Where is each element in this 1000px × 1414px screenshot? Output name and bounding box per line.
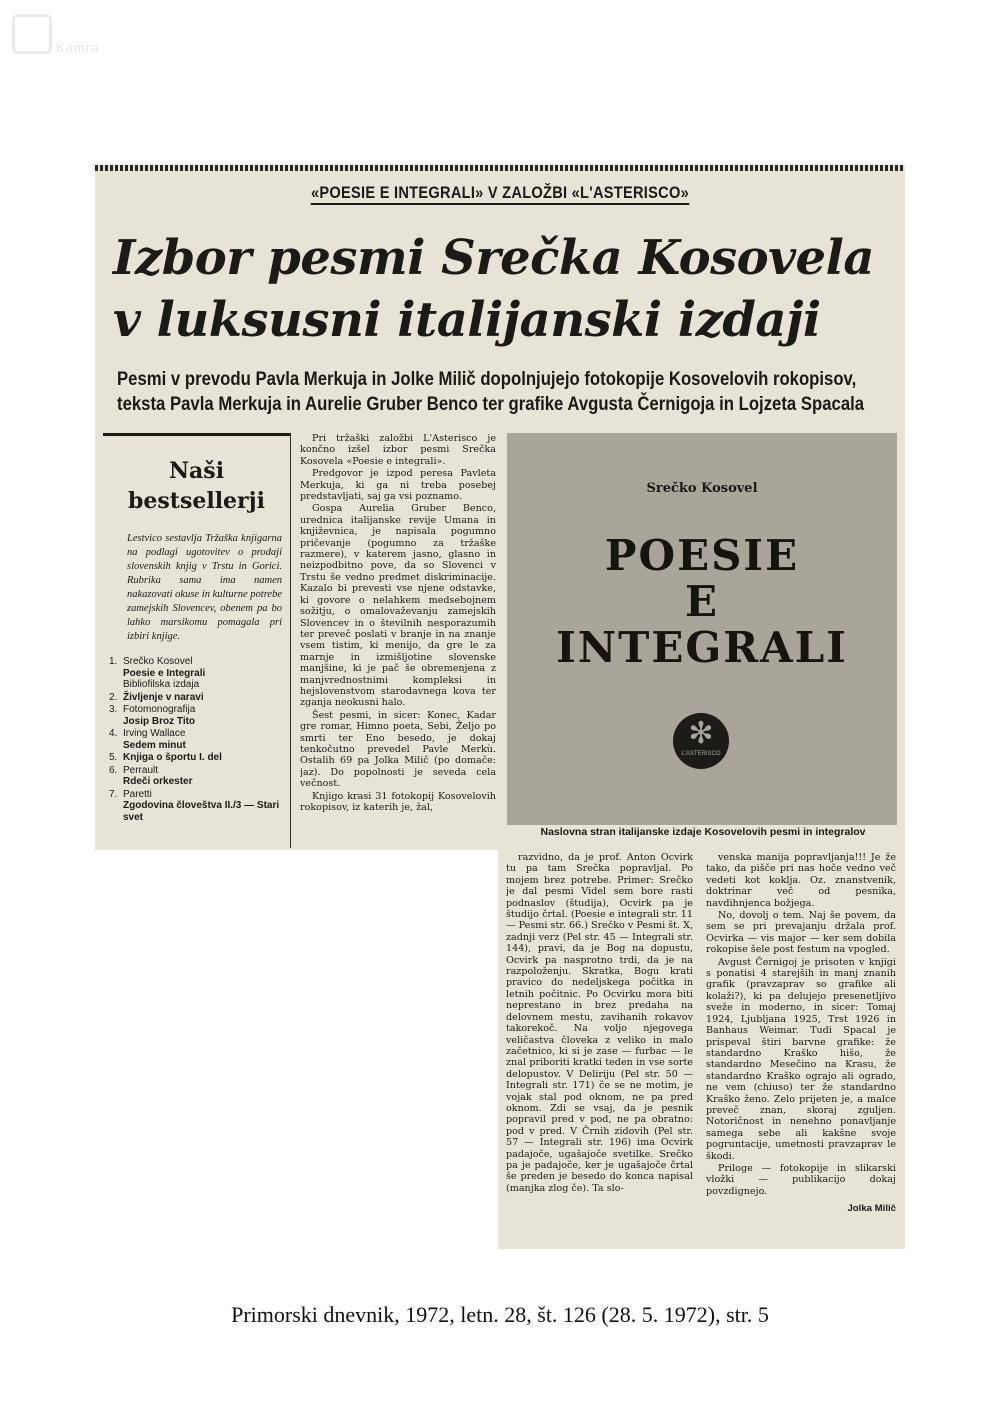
article-column-bottom-right xyxy=(706,852,896,1247)
bestseller-text xyxy=(123,692,284,704)
bestseller-title: Življenje v naravi xyxy=(123,691,204,703)
bestseller-item xyxy=(109,656,284,691)
bestseller-text xyxy=(123,704,284,727)
bestseller-title: Zgodovina človeštva II./3 — Stari svet xyxy=(123,800,280,823)
bestsellers-title-line-2: bestsellerji xyxy=(128,488,265,514)
bestseller-item xyxy=(109,692,284,704)
bestseller-item xyxy=(109,765,284,788)
bestseller-detail: Bibliofilska izdaja xyxy=(123,679,200,690)
kicker-text: «POESIE E INTEGRALI» V ZALOŽBI «L'ASTERISCO» xyxy=(311,183,689,205)
bestseller-title: Knjiga o športu I. del xyxy=(123,752,222,763)
bestseller-rank: 2. xyxy=(109,691,118,703)
article-kicker xyxy=(152,183,849,203)
article-paragraph: Predgovor je izpod peresa Pavleta Merkuja, ki ga ni treba posebej predstavljati, saj ga vsi poznamo. xyxy=(300,468,496,503)
bestseller-text xyxy=(123,752,284,764)
logo-box-icon xyxy=(12,14,52,54)
bestsellers-intro: Lestvico sestavlja Tržaška knjigarna na podlagi ugotovitev o prodaji slovenskih knjig v Trstu in Gorici. Rubrika sama ima namen nakazovati okuse in kulturne potrebe zamejskih Slovencev, obenem pa bo lahko marsikomu pomagala pri izbiri knjige. xyxy=(127,533,282,642)
article-paragraph: Gospa Aurelia Gruber Benco, urednica italijanske revije Umana in književnica, je napisala pogumno pričevanje (pogumno za tržaške razmere), v katerem jasno, glasno in neizpodbitno pove, da so Slovenci v Trstu še vedno predmet diskriminacije. Kazalo bi prevesti vse njene odstavke, ki govore o nelahkem medsebojnem sožitju, o omalovaževanju zamejskih Slovencev in o številnih nesporazumih ter preveč poslati v branje in na znanje vsem tistim, ki menijo, da gre le za marnje in izmišljotine slovenske manjšine, ki je pač še obremenjena z manjvrednostnimi kompleksi in hejslovenstvom starodavnega kova ter zganja neokusni halo. xyxy=(300,503,496,709)
bestseller-item xyxy=(109,704,284,727)
author-signature: Jolka Milič xyxy=(847,1203,896,1215)
bestseller-title: Poesie e Integrali xyxy=(123,667,206,679)
publisher-logo-icon xyxy=(673,713,729,769)
headline-line-1: Izbor pesmi Srečka Kosovela xyxy=(113,230,874,286)
article-paragraph: No, dovolj o tem. Naj še povem, da sem se pri prevajanju držala prof. Ocvirka — vis major — ker sem dobila rokopise šele post festum na vpogled. xyxy=(706,910,896,956)
bestsellers-title-line-1: Naši xyxy=(168,458,225,484)
article-paragraph: Knjigo krasi 31 fotokopij Kosovelovih rokopisov, iz katerih je, žal, xyxy=(300,790,496,813)
cover-title xyxy=(507,533,897,671)
bestseller-detail: Paretti xyxy=(123,788,152,800)
bestseller-title: Sedem minut xyxy=(123,739,186,751)
kamra-logo xyxy=(12,14,108,58)
publisher-logo-text: L'ASTERISCO xyxy=(681,751,721,757)
bestseller-rank: 1. xyxy=(109,656,118,667)
bestseller-detail: Irving Wallace xyxy=(123,728,186,739)
cover-caption: Naslovna stran italijanske izdaje Kosovelovih pesmi in integralov xyxy=(540,826,866,838)
subhead-line-1: Pesmi v prevodu Pavla Merkuja in Jolke Milič dopolnjujejo fotokopije Kosovelovih rokopisov, xyxy=(117,369,857,390)
book-cover-image xyxy=(507,433,897,825)
bestseller-rank: 3. xyxy=(109,704,118,715)
article-column-middle xyxy=(300,433,496,850)
newspaper-clipping xyxy=(95,165,905,1250)
bestseller-item xyxy=(109,728,284,751)
article-subhead xyxy=(117,367,865,417)
bestsellers-box xyxy=(103,433,291,848)
cover-title-line-1: POESIE xyxy=(604,531,800,580)
article-paragraph: venska manija popravljanja!!! Je že tako, da pišče pri nas hoče vedno več vedeti kot koklja. Oz. znanstvenik, doktrinar več od pesnika, navdihnjenca božjega. xyxy=(706,852,896,909)
bestseller-rank: 5. xyxy=(109,752,118,763)
bestseller-item xyxy=(109,789,284,824)
article-column-bottom-left xyxy=(506,852,693,1247)
bestseller-title: Rdeči orkester xyxy=(123,776,193,787)
cover-title-line-2: E xyxy=(684,577,719,626)
bestseller-rank: 6. xyxy=(109,764,118,776)
subhead-line-2: teksta Pavla Merkuja in Aurelie Gruber Benco ter grafike Avgusta Černigoja in Lojzeta Spacala xyxy=(117,394,865,415)
bestseller-detail: Fotomonografija xyxy=(123,704,196,715)
logo-text: Kamra xyxy=(56,40,100,55)
bestsellers-title xyxy=(109,456,284,516)
bestseller-title: Josip Broz Tito xyxy=(123,715,196,727)
article-paragraph: Šest pesmi, in sicer: Konec, Kadar gre romar, Himno poeta, Sebi, Željo po smrti ter Eno besedo, je dokaj tenkočutno prevedel Pavle Merkù. Ostalih 69 pa Jolka Milič (po domače: jaz). Do popolnosti je seveda cela večnost. xyxy=(300,709,496,790)
cover-author: Srečko Kosovel xyxy=(646,481,758,496)
article-paragraph: Avgust Černigoj je prisoten v knjigi s ponatisi 4 starejših in manj znanih grafik (pravzaprav so grafike ali kolaži?), ki pa delujejo presenetljivo sveže in moderno, in sicer: Tomaj 1924, Ljubljana 1925, Trst 1926 in Banhaus Weimar. Tudi Spacal je prispeval štiri barvne grafike: že standardno Kraško hišo, že standardno Mesečino na Krasu, že standardno Kraško ograjo ali ogrado, ne vem (chiuso) ter že standardno Kraško ženo. Zelo prijeten je, a malce preveč znan, skoraj zguljen. Notoričnost in nenehno ponavljanje samega sebe ali kakšne svoje pogruntacije, umetnosti pravzaprav le škodi. xyxy=(706,956,896,1162)
article-paragraph: Pri tržaški založbi L'Asterisco je končno izšel izbor pesmi Srečka Kosovela «Poesie e integrali». xyxy=(300,433,496,467)
article-paragraph: Priloge — fotokopije in slikarski vložki — publikacijo dokaj povzdignejo. xyxy=(706,1162,896,1197)
bestseller-detail: Srečko Kosovel xyxy=(123,656,193,667)
bestseller-rank: 7. xyxy=(109,788,118,800)
headline-line-2: v luksusni italijanski izdaji xyxy=(113,292,821,348)
bestsellers-list xyxy=(109,656,284,823)
source-citation: Primorski dnevnik, 1972, letn. 28, št. 126 (28. 5. 1972), str. 5 xyxy=(231,1302,769,1327)
bestseller-rank: 4. xyxy=(109,728,118,739)
article-paragraph: razvidno, da je prof. Anton Ocvirk tu pa tam Srečka popravljal. Po mojem brez potrebe. Primer: Srečko je dal pesmi Videl sem bore rasti podnaslov (študija), Ocvirk pa je študijo črtal. (Poesie e integrali str. 11 — Pesmi str. 66.) Srečko v Pesmi št. X, zadnji verz (Pel str. 45 — Integrali str. 144), pravi, da je Bog na dopustu, Ocvirk pa nasprotno trdi, da je na razpoloženju. Skratka, Bogu krati pravico do nedeljskega počitka in letnih počitnic. Po Ocvirku mora biti neprestano in brez predaha na delovnem mestu, zavihanih rokavov takorekoč. Na voljo njegovega veličastva človeka z veliko in malo začetnico, ki si je zase — furbac — le znal priboriti kratki teden in vse sorte delopustov. V Deliriju (Pel str. 50 — Integrali str. 171) če se ne motim, je vojak stal pod oknom, ne pa pred oknom. Zdi se vsaj, da je pesnik popravil pred v pod, ne pa obratno: pod v pred. V Črnih zidovih (Pel str. 57 — Integrali str. 196) ima Ocvirk padajoče, ugašajoče svetilke. Srečko pa je padajoče, ker je ugašajoče črtal še preden je besedo do konca napisal (manjka zlog če). Ta slo- xyxy=(506,852,693,1194)
bestseller-item xyxy=(109,752,284,764)
article-headline xyxy=(113,227,893,351)
bestseller-text xyxy=(123,789,284,824)
bestseller-text xyxy=(123,656,284,691)
cover-title-line-3: INTEGRALI xyxy=(556,623,848,672)
bestseller-detail: Perrault xyxy=(123,764,159,776)
bestseller-text xyxy=(123,728,284,751)
asterisk-icon: ✻ xyxy=(688,717,714,750)
bestseller-text xyxy=(123,765,284,788)
